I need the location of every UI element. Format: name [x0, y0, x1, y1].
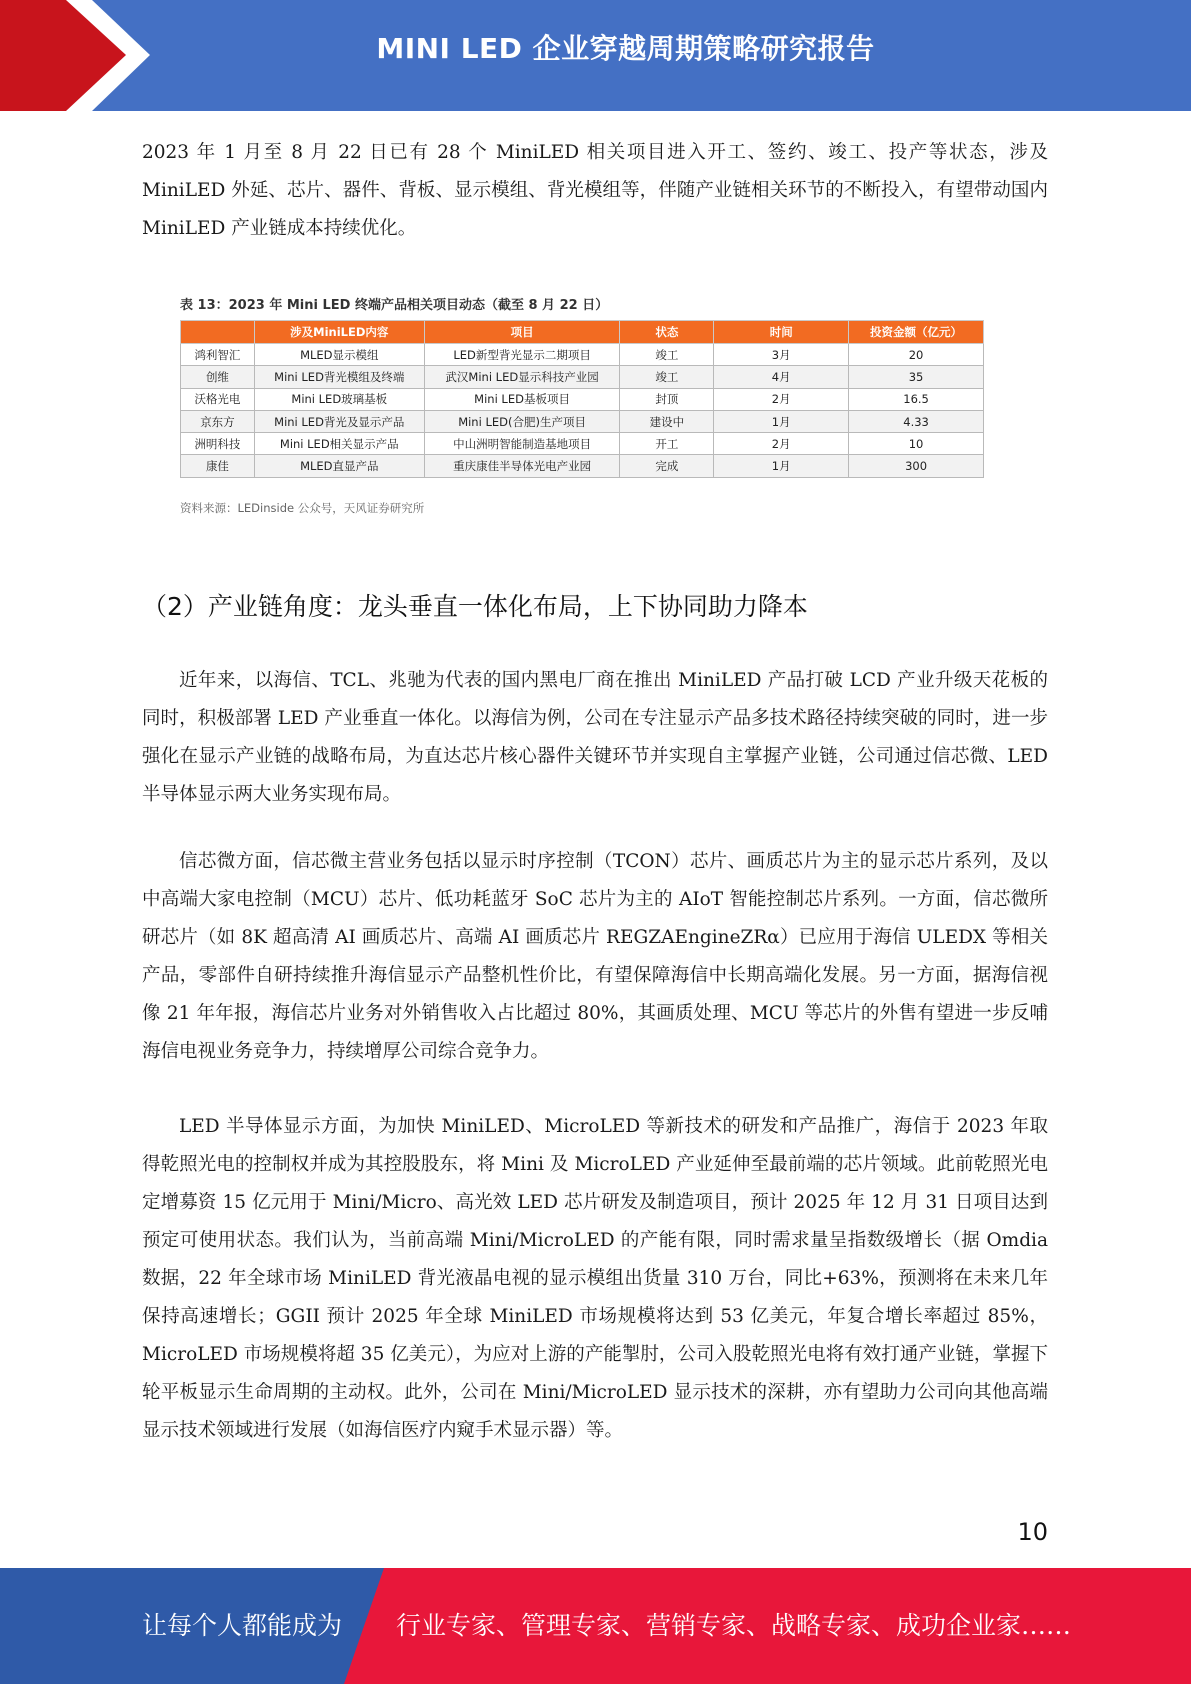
table-cell: 竣工 — [620, 366, 714, 388]
table-row — [181, 455, 984, 477]
table-cell: 封顶 — [620, 388, 714, 410]
table-cell: 创维 — [181, 366, 255, 388]
table-cell: 1月 — [714, 410, 849, 432]
table-cell: 沃格光电 — [181, 388, 255, 410]
table-cell: Mini LED背光模组及终端 — [254, 366, 424, 388]
table-row — [181, 410, 984, 432]
table-cell: Mini LED背光及显示产品 — [254, 410, 424, 432]
table-row — [181, 388, 984, 410]
table-cell: 4.33 — [849, 410, 984, 432]
table-cell: 300 — [849, 455, 984, 477]
table-cell: Mini LED(合肥)生产项目 — [424, 410, 620, 432]
table-cell: 重庆康佳半导体光电产业园 — [424, 455, 620, 477]
body-paragraph: LED 半导体显示方面，为加快 MiniLED、MicroLED 等新技术的研发和产品推广，海信于 2023 年取得乾照光电的控制权并成为其控股股东，将 Mini 及 MicroLED 产业延伸至最前端的芯片领域。此前乾照光电定增募资 15 亿元用于 Mini/Micro、高光效 LED 芯片研发及制造项目，预计 2025 年 12 月 31 日项目达到预定可使用状态。我们认为，当前高端 Mini/MicroLED 的产能有限，同时需求量呈指数级增长（据 Omdia 数据，22 年全球市场 MiniLED 背光液晶电视的显示模组出货量 310 万台，同比+63%，预测将在未来几年保持高速增长；GGII 预计 2025 年全球 MiniLED 市场规模将达到 53 亿美元，年复合增长率超过 85%，MicroLED 市场规模将超 35 亿美元），为应对上游的产能掣肘，公司入股乾照光电将有效打通产业链，掌握下轮平板显示生命周期的主动权。此外，公司在 Mini/MicroLED 显示技术的深耕，亦有望助力公司向其他高端显示技术领域进行发展（如海信医疗内窥手术显示器）等。 — [142, 1116, 1048, 1441]
table-cell: 1月 — [714, 455, 849, 477]
body-paragraph: 近年来，以海信、TCL、兆驰为代表的国内黑电厂商在推出 MiniLED 产品打破 LCD 产业升级天花板的同时，积极部署 LED 产业垂直一体化。以海信为例，公司在专注显示产品多技术路径持续突破的同时，进一步强化在显示产业链的战略布局，为直达芯片核心器件关键环节并实现自主掌握产业链，公司通过信芯微、LED 半导体显示两大业务实现布局。 — [142, 670, 1048, 805]
table-cell: 竣工 — [620, 344, 714, 366]
intro-paragraph: 2023 年 1 月至 8 月 22 日已有 28 个 MiniLED 相关项目进入开工、签约、竣工、投产等状态，涉及 MiniLED 外延、芯片、器件、背板、显示模组、背光模组等，伴随产业链相关环节的不断投入，有望带动国内 MiniLED 产业链成本持续优化。 — [142, 142, 1048, 239]
table-cell: 京东方 — [181, 410, 255, 432]
table-cell: 16.5 — [849, 388, 984, 410]
table-source-note: 资料来源：LEDinside 公众号，天风证券研究所 — [180, 501, 425, 515]
table-cell: 20 — [849, 344, 984, 366]
table-cell: 2月 — [714, 388, 849, 410]
table-cell: 武汉Mini LED显示科技产业园 — [424, 366, 620, 388]
table-cell: 鸿利智汇 — [181, 344, 255, 366]
table-header-cell: 状态 — [620, 321, 714, 344]
table-cell: LED新型背光显示二期项目 — [424, 344, 620, 366]
section-heading: （2）产业链角度：龙头垂直一体化布局，上下协同助力降本 — [142, 592, 808, 621]
project-table — [180, 320, 984, 478]
table-cell: 4月 — [714, 366, 849, 388]
table-cell: 完成 — [620, 455, 714, 477]
table-header-row — [181, 321, 984, 344]
table-row — [181, 433, 984, 455]
report-title: MINI LED 企业穿越周期策略研究报告 — [376, 32, 875, 65]
page-footer — [0, 1568, 1191, 1684]
table-cell: MLED直显产品 — [254, 455, 424, 477]
table-cell: 康佳 — [181, 455, 255, 477]
table-cell: MLED显示模组 — [254, 344, 424, 366]
page-number: 10 — [1017, 1518, 1048, 1546]
table-cell: 10 — [849, 433, 984, 455]
page-header — [0, 0, 1191, 111]
table-cell: Mini LED相关显示产品 — [254, 433, 424, 455]
table-header-cell: 涉及MiniLED内容 — [254, 321, 424, 344]
table-header-cell: 时间 — [714, 321, 849, 344]
footer-slogan-left: 让每个人都能成为 — [142, 1611, 343, 1640]
footer-slogan-right: 行业专家、管理专家、营销专家、战略专家、成功企业家…… — [396, 1611, 1072, 1640]
table-cell: 2月 — [714, 433, 849, 455]
table-cell: 3月 — [714, 344, 849, 366]
table-cell: 建设中 — [620, 410, 714, 432]
table-header-cell — [181, 321, 255, 344]
table-cell: 洲明科技 — [181, 433, 255, 455]
table-cell: Mini LED基板项目 — [424, 388, 620, 410]
table-cell: Mini LED玻璃基板 — [254, 388, 424, 410]
table-cell: 开工 — [620, 433, 714, 455]
table-caption: 表 13：2023 年 Mini LED 终端产品相关项目动态（截至 8 月 22 日） — [180, 298, 609, 313]
table-cell: 中山洲明智能制造基地项目 — [424, 433, 620, 455]
table-header-cell: 项目 — [424, 321, 620, 344]
table-row — [181, 344, 984, 366]
table-row — [181, 366, 984, 388]
table-cell: 35 — [849, 366, 984, 388]
body-paragraph: 信芯微方面，信芯微主营业务包括以显示时序控制（TCON）芯片、画质芯片为主的显示芯片系列，及以中高端大家电控制（MCU）芯片、低功耗蓝牙 SoC 芯片为主的 AIoT 智能控制芯片系列。一方面，信芯微所研芯片（如 8K 超高清 AI 画质芯片、高端 AI 画质芯片 REGZAEngineZRα）已应用于海信 ULEDX 等相关产品，零部件自研持续推升海信显示产品整机性价比，有望保障海信中长期高端化发展。另一方面，据海信视像 21 年年报，海信芯片业务对外销售收入占比超过 80%，其画质处理、MCU 等芯片的外售有望进一步反哺海信电视业务竞争力，持续增厚公司综合竞争力。 — [142, 851, 1048, 1062]
table-header-cell: 投资金额（亿元） — [849, 321, 984, 344]
